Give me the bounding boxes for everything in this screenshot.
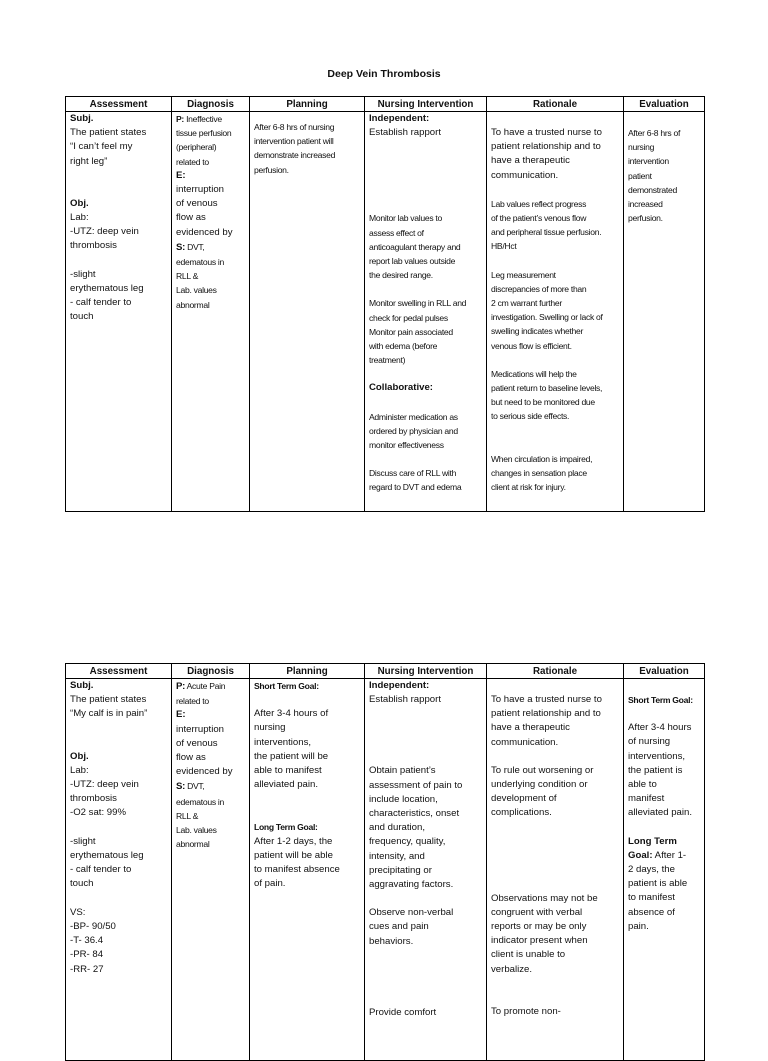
long-term-goal-text: After 1-2 days, the patient will be able to manifest absence of pain. — [254, 835, 340, 890]
document-title: Deep Vein Thrombosis — [327, 68, 441, 80]
assessment-cell — [66, 679, 172, 1061]
intervention-provide-comfort: Provide comfort — [369, 1006, 437, 1018]
etiology-text: interruption of venous flow as evidenced by — [176, 184, 233, 238]
rationale-cell — [487, 112, 624, 512]
header-assessment: Assessment — [66, 97, 172, 112]
rationale-2: To rule out worsening or underlying condition or development of complications. — [491, 764, 594, 819]
intervention-cell — [365, 679, 487, 1061]
rationale-cell — [487, 679, 624, 1061]
header-assessment: Assessment — [66, 664, 172, 679]
long-term-goal-label: Long Term Goal: — [254, 822, 318, 833]
intervention-lab-monitor: Monitor lab values to assess effect of anticoagulant therapy and report lab values outside the desired range. — [369, 213, 461, 281]
problem-text: Ineffective tissue perfusion (peripheral) related to — [176, 114, 232, 167]
intervention-administer: Administer medication as ordered by physician and monitor effectiveness — [369, 411, 458, 451]
subjective-text: The patient states “I can’t feel my right leg” — [70, 127, 147, 167]
header-planning: Planning — [250, 664, 365, 679]
etiology-label: E: — [176, 169, 186, 181]
objective-text: Lab: -UTZ: deep vein thrombosis -slight erythematous leg - calf tender to touch — [70, 212, 144, 323]
rationale-3: Leg measurement discrepancies of more than 2 cm warrant further investigation. Swelling or lack of swelling indicates whether venous flow is efficient. — [491, 269, 603, 351]
symptoms-text: DVT, edematous in RLL & Lab. values abnormal — [176, 241, 224, 310]
subjective-label: Subj. — [70, 113, 94, 124]
planning-cell — [250, 679, 365, 1061]
short-term-goal-label: Short Term Goal: — [254, 681, 319, 691]
rationale-1: To have a trusted nurse to patient relationship and to have a therapeutic communication. — [491, 127, 602, 181]
intervention-rapport: Establish rapport — [369, 127, 441, 139]
header-diagnosis: Diagnosis — [172, 664, 250, 679]
header-nursing-intervention: Nursing Intervention — [365, 664, 487, 679]
etiology-label: E: — [176, 709, 186, 721]
diagnosis-cell — [172, 679, 250, 1061]
short-term-goal-text: After 3-4 hours of nursing interventions, the patient will be able to manifest alleviated pain. — [254, 708, 329, 791]
intervention-swelling-monitor: Monitor swelling in RLL and check for pedal pulses Monitor pain associated with edema (before treatment) — [369, 298, 467, 366]
evaluation-long-term-label: Long Term Goal: — [628, 835, 677, 861]
independent-label: Independent: — [369, 113, 430, 124]
evaluation-cell — [624, 112, 705, 512]
objective-label: Obj. — [70, 750, 89, 762]
care-plan-table-2 — [65, 663, 705, 1061]
planning-text: After 6-8 hrs of nursing intervention patient will demonstrate increased perfusion. — [254, 122, 336, 175]
care-plan-table-1 — [65, 96, 705, 512]
header-evaluation: Evaluation — [624, 97, 705, 112]
rationale-5: When circulation is impaired, changes in sensation place client at risk for injury. — [491, 453, 593, 493]
subjective-text: The patient states “My calf is in pain” — [70, 694, 148, 720]
rationale-3: Observations may not be congruent with verbal reports or may be only indicator present when client is unable to verbalize. — [491, 892, 598, 975]
problem-label: P: — [176, 114, 184, 124]
rationale-2: Lab values reflect progress of the patient’s venous flow and peripheral tissue perfusion. HB/Hct — [491, 198, 602, 252]
evaluation-short-term-text: After 3-4 hours of nursing interventions, the patient is able to manifest alleviated pain. — [628, 722, 693, 819]
header-evaluation: Evaluation — [624, 664, 705, 679]
intervention-observe-cues: Observe non-verbal cues and pain behaviors. — [369, 907, 454, 947]
intervention-cell — [365, 112, 487, 512]
objective-text: Lab: -UTZ: deep vein thrombosis -O2 sat: 99% -slight erythematous leg - calf tender to touch VS: -BP- 90/50 -T- 36.4 -PR- 84 -RR- 27 — [70, 764, 144, 975]
header-diagnosis: Diagnosis — [172, 97, 250, 112]
intervention-obtain-assessment: Obtain patient’s assessment of pain to include location, characteristics, onset and duration, frequency, quality, intensity, and precipitating or aggravating factors. — [369, 765, 463, 891]
subjective-label: Subj. — [70, 680, 94, 691]
evaluation-long-term-text: After 1- 2 days, the patient is able to manifest absence of pain. — [628, 849, 688, 932]
diagnosis-cell — [172, 112, 250, 512]
etiology-text: interruption of venous flow as evidenced by — [176, 723, 233, 778]
planning-cell — [250, 112, 365, 512]
collaborative-label: Collaborative: — [369, 382, 433, 394]
assessment-cell — [66, 112, 172, 512]
independent-label: Independent: — [369, 680, 430, 691]
rationale-4: Medications will help the patient return to baseline levels, but need to be monitored due to serious side effects. — [491, 368, 603, 422]
evaluation-text: After 6-8 hrs of nursing intervention patient demonstrated increased perfusion. — [628, 128, 681, 224]
evaluation-cell — [624, 679, 705, 1061]
problem-label: P: — [176, 681, 185, 692]
table-row — [66, 679, 705, 1061]
symptoms-text: DVT, edematous in RLL & Lab. values abnormal — [176, 781, 224, 850]
header-rationale: Rationale — [487, 664, 624, 679]
symptoms-label: S: — [176, 241, 185, 253]
header-planning: Planning — [250, 97, 365, 112]
objective-label: Obj. — [70, 197, 89, 209]
evaluation-short-term-label: Short Term Goal: — [628, 695, 693, 705]
problem-text: Acute Pain related to — [176, 681, 226, 707]
header-nursing-intervention: Nursing Intervention — [365, 97, 487, 112]
intervention-discuss: Discuss care of RLL with regard to DVT and edema — [369, 468, 462, 493]
intervention-rapport: Establish rapport — [369, 694, 441, 706]
rationale-1: To have a trusted nurse to patient relationship and to have a therapeutic communication. — [491, 694, 602, 748]
table-header-row — [66, 97, 705, 112]
rationale-4: To promote non- — [491, 1005, 561, 1017]
table-header-row — [66, 664, 705, 679]
table-row — [66, 112, 705, 512]
symptoms-label: S: — [176, 781, 185, 793]
header-rationale: Rationale — [487, 97, 624, 112]
